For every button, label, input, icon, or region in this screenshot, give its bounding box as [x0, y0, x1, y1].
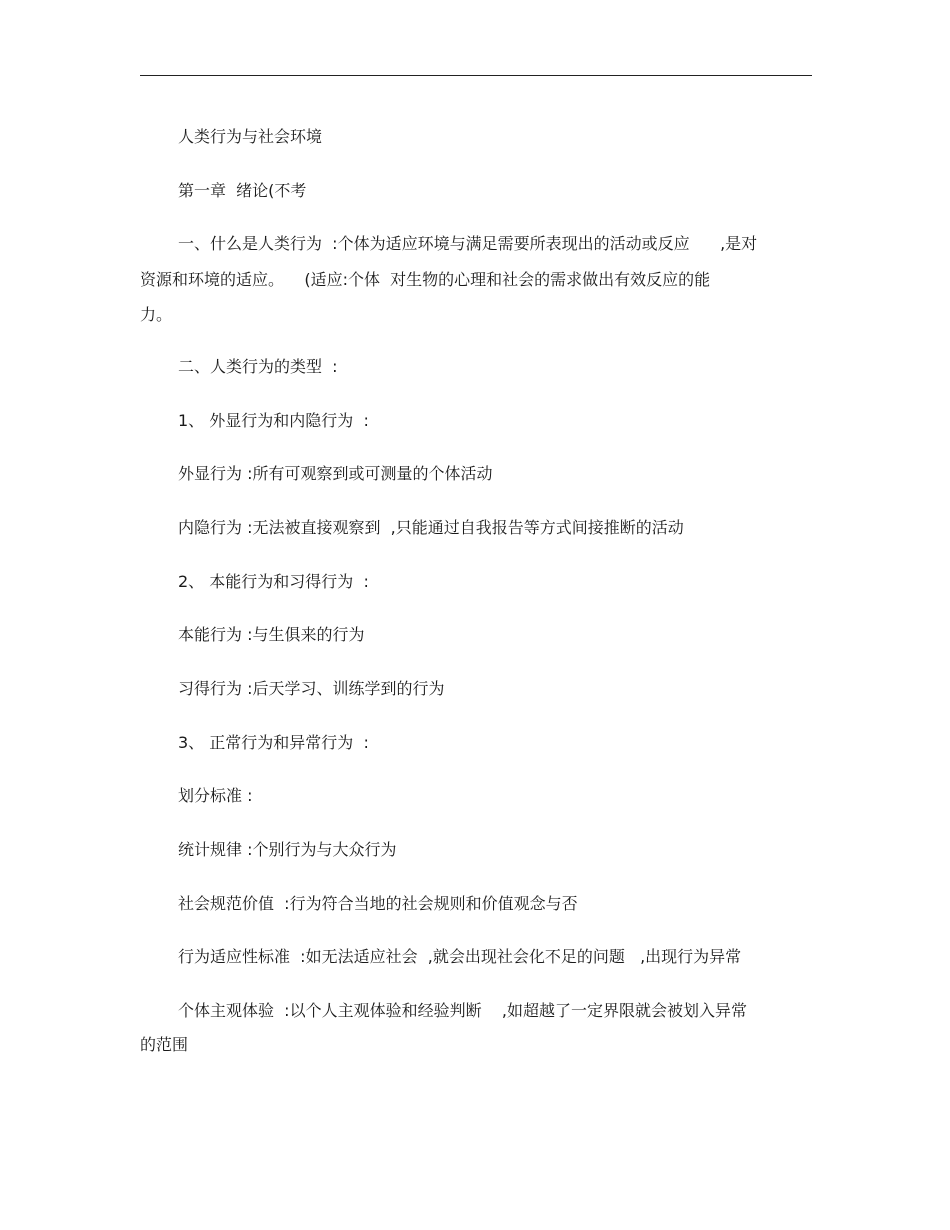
document-title: 人类行为与社会环境	[178, 127, 323, 146]
item-2-instinct: 本能行为 :与生俱来的行为	[178, 625, 365, 644]
criteria-statistical: 统计规律 :个别行为与大众行为	[178, 840, 397, 859]
criteria-subjective-line-1: 个体主观体验 :以个人主观体验和经验判断 ,如超越了一定界限就会被划入异常	[178, 1001, 747, 1020]
item-2-learned: 习得行为 :后天学习、训练学到的行为	[178, 679, 445, 698]
item-1-heading: 1、 外显行为和内隐行为 :	[178, 411, 369, 430]
definition-line-1: 一、什么是人类行为 :个体为适应环境与满足需要所表现出的活动或反应 ,是对	[178, 234, 758, 253]
chapter-heading: 第一章 绪论(不考	[178, 181, 307, 200]
criteria-adaptability: 行为适应性标准 :如无法适应社会 ,就会出现社会化不足的问题 ,出现行为异常	[178, 947, 742, 966]
criteria-social-norms: 社会规范价值 :行为符合当地的社会规则和价值观念与否	[178, 894, 578, 913]
header-rule	[140, 75, 812, 76]
definition-line-2: 资源和环境的适应。 (适应:个体 对生物的心理和社会的需求做出有效反应的能	[140, 270, 711, 289]
definition-line-3: 力。	[140, 305, 173, 324]
item-3-heading: 3、 正常行为和异常行为 :	[178, 733, 369, 752]
behavior-types-heading: 二、人类行为的类型 :	[178, 357, 338, 376]
item-2-heading: 2、 本能行为和习得行为 :	[178, 572, 369, 591]
criteria-subjective-line-2: 的范围	[140, 1035, 189, 1054]
item-1-implicit: 内隐行为 :无法被直接观察到 ,只能通过自我报告等方式间接推断的活动	[178, 518, 684, 537]
item-1-explicit: 外显行为 :所有可观察到或可测量的个体活动	[178, 464, 493, 483]
criteria-heading: 划分标准 :	[178, 786, 253, 805]
